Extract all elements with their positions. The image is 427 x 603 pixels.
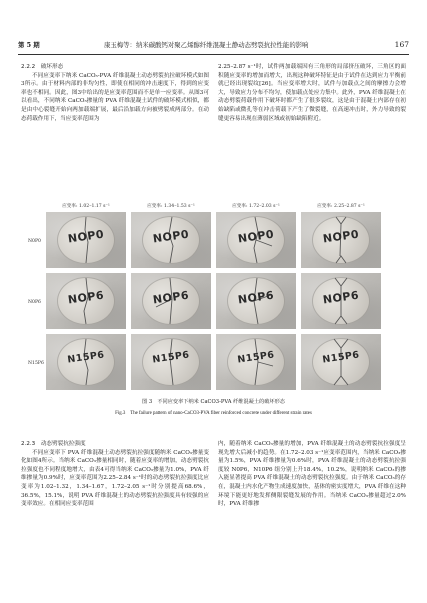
strain-rate-label: 应变率: 1.72–2.03 s⁻¹ (232, 204, 280, 209)
specimen-photo (301, 334, 381, 390)
specimen-photo (216, 334, 296, 390)
page-number: 167 (394, 40, 409, 49)
right-column-top (218, 63, 406, 123)
specimen-mark: NOP0 (322, 227, 360, 246)
specimen-mark: N15P6 (236, 349, 276, 366)
left-column-top (21, 63, 209, 123)
specimen-mark: NOP6 (322, 288, 360, 307)
specimen-mark: NOP0 (237, 227, 275, 246)
specimen-mark: N15P6 (151, 349, 191, 366)
figure-3 (28, 203, 383, 389)
specimen-photo (46, 212, 126, 268)
row-label: N0P6 (28, 300, 41, 305)
running-header (18, 38, 409, 52)
specimen-photo (216, 212, 296, 268)
specimen-photo (46, 273, 126, 329)
paragraph: 2.25–2.87 s⁻¹时，试件两加载端因有三角形的局部挤压破坏，三角区的面积随应变率的增加而增大，出现这种破坏特征是由于试件在达到应力平衡前就已经出现裂纹[26]。当应变率增大时，试件与加载点之间的摩擦力会增大，导致应力分布不均匀，使加载点处应力集中。此外，PVA 纤维混凝土在动态劈裂荷载作用下破坏时都产生了很多裂纹，这是由于混凝土内部存在初始缺陷或微孔等在冲击荷载下产生了微裂缝，在高速冲击时，外力导致的裂缝更容易出现在薄弱区域或初始缺陷附近。 (218, 64, 406, 122)
section-heading-failure-mode: 2.2.2 破坏形态 (21, 64, 64, 70)
figure-caption-zh: 图 3 不同应变率下纳米 CaCO3-PVA 纤维混凝土的破坏形态 (142, 399, 285, 405)
right-column-bottom (218, 440, 406, 509)
specimen-mark: NOP6 (237, 288, 275, 307)
specimen-mark: NOP0 (152, 227, 190, 246)
specimen-mark: N15P6 (66, 349, 106, 366)
strain-rate-label: 应变率: 1.02–1.17 s⁻¹ (62, 204, 110, 209)
specimen-photo (46, 334, 126, 390)
figure-caption-en: Fig.3 The failure pattern of nano-CaCO3-PVA fiber reinforced concrete under different strain rates (115, 411, 312, 416)
paragraph: 不同应变率下纳米 CaCO₃-PVA 纤维混凝土动态劈裂抗拉破坏模式如图3所示。由于材料内部的非均匀性，即使在相同的冲击速度下，得到的应变率也不相同。因此，图3中给出的是应变率范围而不是单一应变率。从图3可以看出，不同纳米 CaCO₃掺量的 PVA 纤维混凝土试件的破坏模式相似，都是由中心裂缝开始向两加载端扩展，最后沿加载方向被劈裂成两部分。在动态荷载作用下，当应变率范围为 (21, 72, 209, 122)
specimen-photo (301, 212, 381, 268)
paragraph: 内，随着纳米 CaCO₃掺量的增加，PVA 纤维混凝土的动态劈裂抗拉强度呈现先增大后减小的趋势。在1.72–2.03 s⁻¹应变率范围内，当纳米 CaCO₃掺量为1.5%，PVA 纤维掺量为0.6%时，PVA 纤维混凝土的动态劈裂抗拉强度较 N0P6，N10P6 组分别上升18.4%，10.2%，说明纳米 CaCO₃的掺入能显著提高 PVA 纤维混凝土的动态劈裂抗拉强度。由于纳米 CaCO₃的存在，混凝土内水化产物生成速度加快，基体的密实度增大，PVA 纤维在这种环境下能更好地发挥侧限裂缝发展的作用。当纳米 CaCO₃掺量超过2.0%时，PVA 纤维掺 (218, 441, 406, 508)
specimen-mark: NOP6 (67, 288, 105, 307)
specimen-mark: N15P6 (321, 349, 361, 366)
specimen-photo (131, 273, 211, 329)
section-heading-tensile-strength: 2.2.3 动态劈裂抗拉强度 (21, 441, 86, 447)
specimen-photo (216, 273, 296, 329)
specimen-photo (131, 212, 211, 268)
specimen-mark: NOP6 (152, 288, 190, 307)
header-rule (18, 54, 409, 55)
strain-rate-label: 应变率: 2.25–2.87 s⁻¹ (317, 204, 365, 209)
row-label: N15P6 (28, 361, 44, 366)
specimen-photo (301, 273, 381, 329)
running-title: 康玉梅等：纳米碳酸钙对聚乙烯醇纤维混凝土静动态劈裂抗拉性能的影响 (104, 41, 309, 49)
specimen-mark: NOP0 (67, 227, 105, 246)
issue-number: 第 5 期 (18, 41, 40, 49)
strain-rate-label: 应变率: 1.34–1.53 s⁻¹ (147, 204, 195, 209)
paragraph: 不同应变率下 PVA 纤维混凝土动态劈裂抗拉强度随纳米 CaCO₃掺量变化如图4所示。当纳米 CaCO₃掺量相同时，随着应变率的增加，动态劈裂抗拉强度也不同程度地增大，由表4可得当纳米 CaCO₃掺量为1.0%，PVA 纤维掺量为0.9%时，应变率范围为2.25–2.84 s⁻¹时的动态劈裂抗拉强度比应变率为1.02–1.32，1.34–1.67，1.72–2.05 s⁻¹时分别提高68.6%，36.5%，15.1%，说明 PVA 纤维混凝土的动态劈裂抗拉强度具有较强的应变率效应。在相同应变率范围 (21, 449, 209, 508)
row-label: N0P0 (28, 239, 41, 244)
left-column-bottom (21, 440, 209, 509)
specimen-photo (131, 334, 211, 390)
